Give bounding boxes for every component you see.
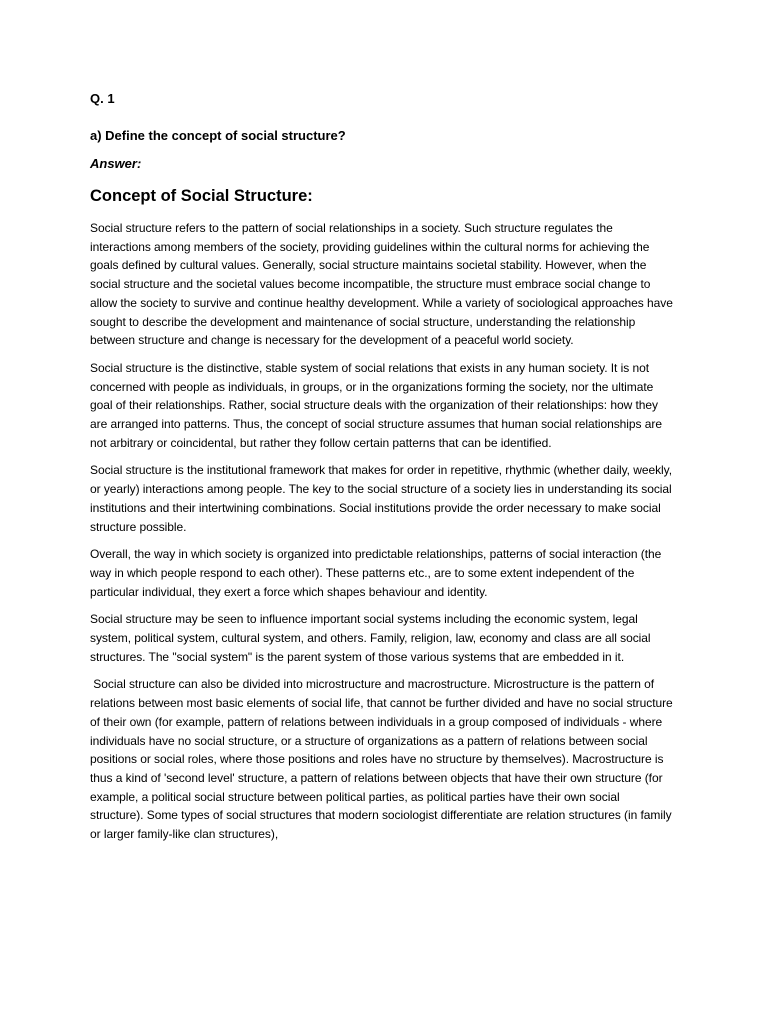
paragraph-2: Social structure is the distinctive, stable system of social relations that exists in any human society. It is not concerned with people as individuals, in groups, or in the organizations forming the society, nor the ultimate goal of their relationships. Rather, social structure deals with the organization of their relationships: how they are arranged into patterns. Thus, the concept of social structure assumes that human social relationships are not arbitrary or coincidental, but rather they follow certain patterns that can be identified. xyxy=(90,360,662,450)
paragraph-6: Social structure can also be divided into microstructure and macrostructure. Microstructure is the pattern of relations between most basic elements of social life, that cannot be further divided and have no social structure of their own (for example, pattern of relations between individuals in a group composed of individuals - where individuals have no social structure, or a structure of organizations as a pattern of relations between social positions or social roles, where those positions and roles have no structure by themselves). Macrostructure is thus a kind of 'second level' structure, a pattern of relations between objects that have their own structure (for example, a political social structure between political parties, as political parties have their own social structure). Some types of social structures that modern sociologist differentiate are relation structures (in family or larger family-like clan structures), xyxy=(90,677,676,842)
section-heading: Concept of Social Structure: xyxy=(90,187,313,205)
answer-label: Answer: xyxy=(90,156,142,171)
question-number: Q. 1 xyxy=(90,91,115,106)
paragraph-1: Social structure refers to the pattern of social relationships in a society. Such structure regulates the interactions among members of the society, providing guidelines within the cultural norms for achieving the goals defined by cultural values. Generally, social structure maintains societal stability. However, when the social structure and the societal values become incompatible, the structure must embrace social change to allow the society to survive and continue healthy development. While a variety of sociological approaches have sought to describe the development and maintenance of social structure, understanding the relationship between structure and change is necessary for the development of a peaceful world society. xyxy=(90,221,673,348)
paragraph-4: Overall, the way in which society is organized into predictable relationships, patterns of social interaction (the way in which people respond to each other). These patterns etc., are to some extent independent of the particular individual, they exert a force which shapes behaviour and identity. xyxy=(90,547,662,599)
paragraph-5: Social structure may be seen to influence important social systems including the economic system, legal system, political system, cultural system, and others. Family, religion, law, economy and class are all social structures. The "social system" is the parent system of those various systems that are embedded in it. xyxy=(90,612,651,664)
question-text: a) Define the concept of social structure? xyxy=(90,128,346,143)
paragraph-3: Social structure is the institutional framework that makes for order in repetitive, rhythmic (whether daily, weekly, or yearly) interactions among people. The key to the social structure of a society lies in understanding its social institutions and their intertwining combinations. Social institutions provide the order necessary to make social structure possible. xyxy=(90,463,672,534)
